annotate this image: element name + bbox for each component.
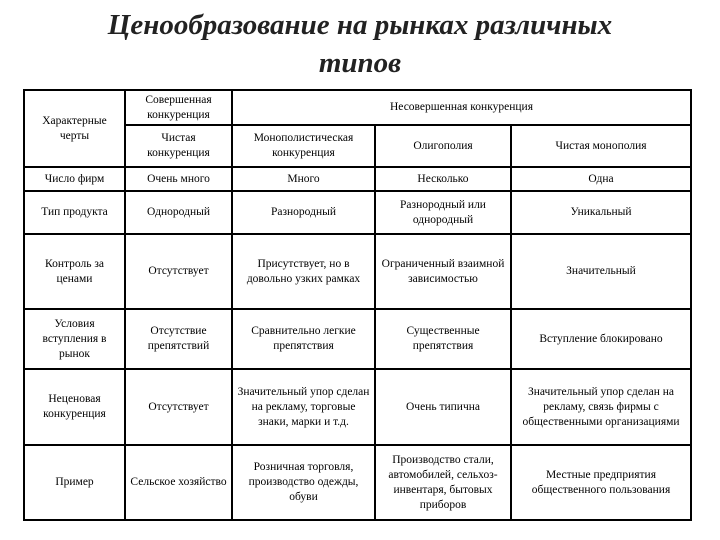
table-cell: Отсутствует	[125, 234, 232, 309]
table-cell: Розничная торговля, производство одежды, обуви	[232, 445, 375, 520]
table-cell: Очень типична	[375, 369, 511, 445]
header-feature: Характерные черты	[24, 90, 125, 167]
table-cell: Несколько	[375, 167, 511, 191]
table-row	[24, 234, 691, 309]
table-row	[24, 191, 691, 234]
table-cell: Однородный	[125, 191, 232, 234]
table-cell: Вступление блокировано	[511, 309, 691, 369]
header-pure-monopoly: Чистая монополия	[511, 125, 691, 167]
table-cell: Отсутствие препятствий	[125, 309, 232, 369]
table-cell: Производство стали, автомобилей, сельхоз-инвентаря, бытовых приборов	[375, 445, 511, 520]
row-label: Условия вступления в рынок	[24, 309, 125, 369]
row-label: Пример	[24, 445, 125, 520]
table-cell: Очень много	[125, 167, 232, 191]
title-line-1: Ценообразование на рынках различных	[107, 9, 613, 41]
table-row	[24, 369, 691, 445]
table-cell: Существенные препятствия	[375, 309, 511, 369]
header-perfect-competition: Совершенная конкуренция	[125, 90, 232, 125]
header-row-2	[24, 125, 691, 167]
row-label: Неценовая конкуренция	[24, 369, 125, 445]
title-line-2: типов	[318, 47, 402, 79]
header-pure-competition: Чистая конкуренция	[125, 125, 232, 167]
table-row	[24, 445, 691, 520]
table-cell: Присутствует, но в довольно узких рамках	[232, 234, 375, 309]
row-label: Контроль за ценами	[24, 234, 125, 309]
header-oligopoly: Олигополия	[375, 125, 511, 167]
table-cell: Ограниченный взаимной зависимостью	[375, 234, 511, 309]
table-row	[24, 167, 691, 191]
table-cell: Одна	[511, 167, 691, 191]
table-cell: Значительный упор сделан на рекламу, связь фирмы с общественными организациями	[511, 369, 691, 445]
table-cell: Разнородный	[232, 191, 375, 234]
market-types-table	[23, 89, 692, 521]
table-cell: Много	[232, 167, 375, 191]
table-row	[24, 309, 691, 369]
table-cell: Значительный упор сделан на рекламу, торговые знаки, марки и т.д.	[232, 369, 375, 445]
table-cell: Местные предприятия общественного пользования	[511, 445, 691, 520]
row-label: Тип продукта	[24, 191, 125, 234]
row-label: Число фирм	[24, 167, 125, 191]
header-row-1	[24, 90, 691, 125]
table-cell: Сравнительно легкие препятствия	[232, 309, 375, 369]
table-cell: Разнородный или однородный	[375, 191, 511, 234]
table-cell: Отсутствует	[125, 369, 232, 445]
table-cell: Уникальный	[511, 191, 691, 234]
table-cell: Сельское хозяйство	[125, 445, 232, 520]
page-title	[0, 6, 720, 82]
header-imperfect-competition: Несовершенная конкуренция	[232, 90, 691, 125]
table-cell: Значительный	[511, 234, 691, 309]
header-monopolistic-competition: Монополистическая конкуренция	[232, 125, 375, 167]
